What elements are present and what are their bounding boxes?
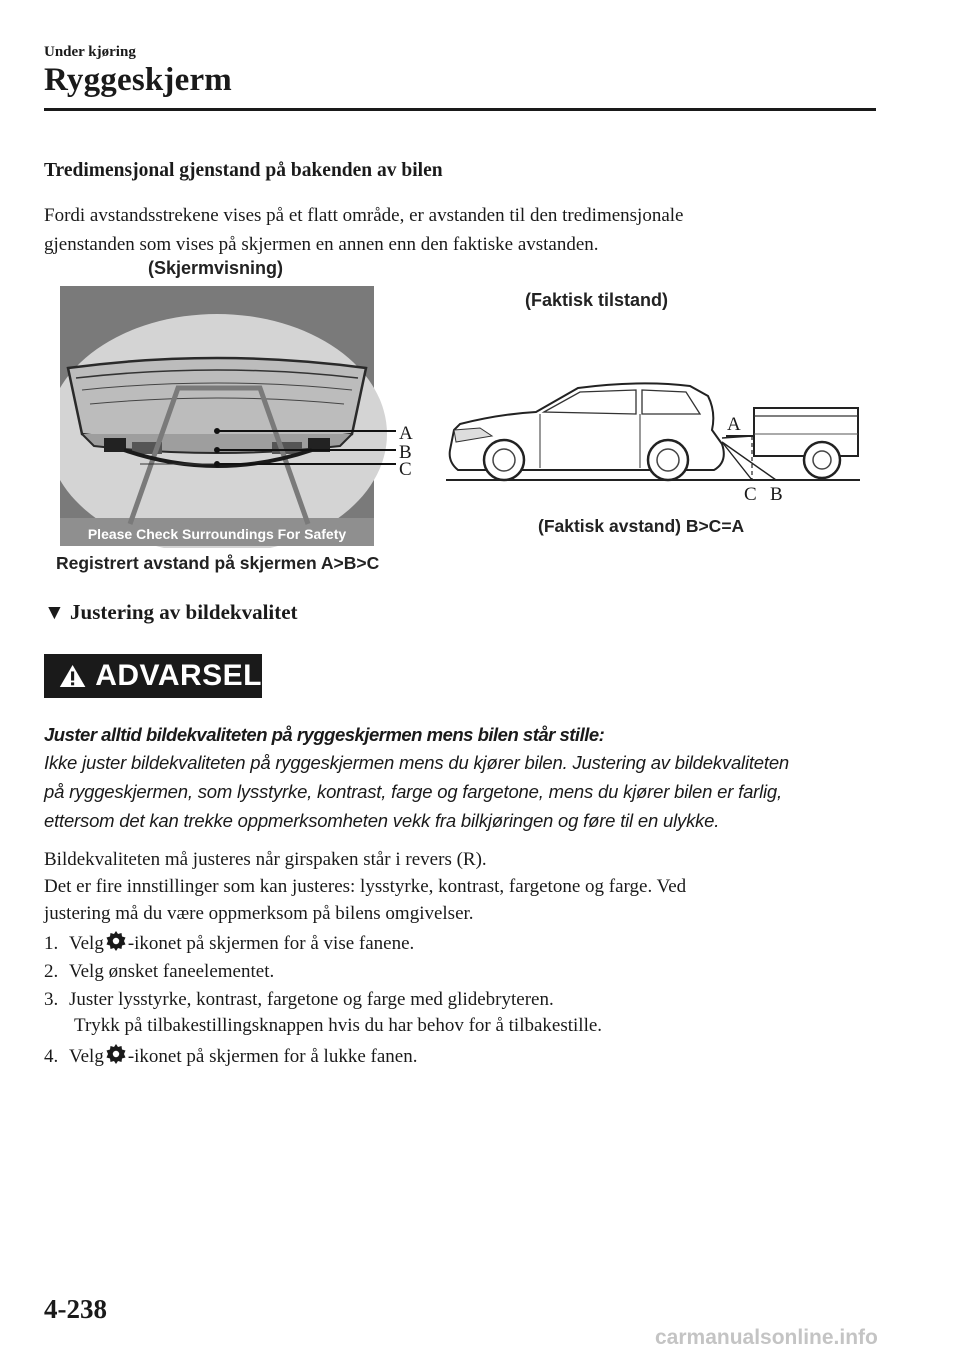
triangle-marker-icon: ▼ [44, 600, 65, 624]
step-text: Velg [69, 933, 104, 954]
car-and-trailer-illustration [440, 372, 870, 492]
gear-icon [105, 930, 127, 952]
page-number: 4-238 [44, 1294, 107, 1324]
step-text: Juster lysstyrke, kontrast, fargetone og farge med glidebryteren. [69, 989, 554, 1010]
warning-line-2: på ryggeskjermen, som lysstyrke, kontrast, farge og fargetone, mens du kjører bilen er farlig, [44, 781, 782, 802]
step-number: 1. [44, 933, 59, 954]
step-text: -ikonet på skjermen for å vise fanene. [127, 933, 415, 954]
section-label: Under kjøring [44, 44, 136, 60]
actual-label-c: C [744, 484, 757, 505]
step-2 [44, 958, 274, 986]
intro-line-2: gjenstanden som vises på skjermen en annen enn den faktiske avstanden. [44, 234, 599, 255]
warning-badge-label: ADVARSEL [95, 659, 262, 692]
section-heading [44, 600, 298, 625]
step-text: -ikonet på skjermen for å lukke fanen. [127, 1046, 418, 1067]
screen-view-title: (Skjermvisning) [148, 258, 284, 278]
header-divider [44, 108, 876, 111]
body-paragraph-2a: Det er fire innstillinger som kan justeres: lysstyrke, kontrast, fargetone og farge. Ved [44, 876, 687, 897]
step-1 [44, 930, 414, 958]
warning-badge [44, 654, 262, 698]
screen-view-caption: Registrert avstand på skjermen A>B>C [56, 553, 380, 573]
watermark: carmanualsonline.info [655, 1326, 878, 1349]
page-title: Ryggeskjerm [44, 62, 232, 98]
step-number: 4. [44, 1046, 59, 1067]
gear-icon [105, 1043, 127, 1065]
warning-triangle-icon [58, 662, 87, 690]
body-paragraph-2b: justering må du være oppmerksom på bilens omgivelser. [44, 903, 474, 924]
screen-label-b: B [399, 442, 412, 463]
step-4 [44, 1043, 417, 1071]
intro-line-1: Fordi avstandsstrekene vises på et flatt område, er avstanden til den tredimensjonale [44, 205, 684, 226]
actual-label-b: B [770, 484, 783, 505]
safety-banner-text: Please Check Surroundings For Safety [87, 526, 347, 542]
step-text: Velg [69, 1046, 104, 1067]
actual-view-caption: (Faktisk avstand) B>C=A [538, 516, 745, 536]
step-number: 2. [44, 961, 59, 982]
screen-label-c: C [399, 459, 412, 480]
actual-label-a: A [727, 414, 741, 435]
actual-view-title: (Faktisk tilstand) [525, 290, 669, 310]
rear-camera-screen-illustration [60, 286, 420, 548]
body-paragraph-1: Bildekvaliteten må justeres når girspaken står i revers (R). [44, 849, 487, 870]
step-3-detail: Trykk på tilbakestillingsknappen hvis du har behov for å tilbakestille. [74, 1015, 603, 1036]
warning-line-3: ettersom det kan trekke oppmerksomheten vekk fra bilkjøringen og føre til en ulykke. [44, 810, 720, 831]
step-3 [44, 986, 554, 1014]
warning-line-1: Ikke juster bildekvaliteten på ryggeskjermen mens du kjører bilen. Justering av bildekvaliteten [44, 752, 790, 773]
section-heading-text: Justering av bildekvalitet [70, 600, 298, 624]
step-text: Velg ønsket faneelementet. [69, 961, 275, 982]
warning-lead: Juster alltid bildekvaliteten på ryggeskjermen mens bilen står stille: [44, 724, 605, 745]
screen-label-a: A [399, 423, 413, 444]
step-number: 3. [44, 989, 59, 1010]
subsection-heading: Tredimensjonal gjenstand på bakenden av bilen [44, 160, 443, 181]
